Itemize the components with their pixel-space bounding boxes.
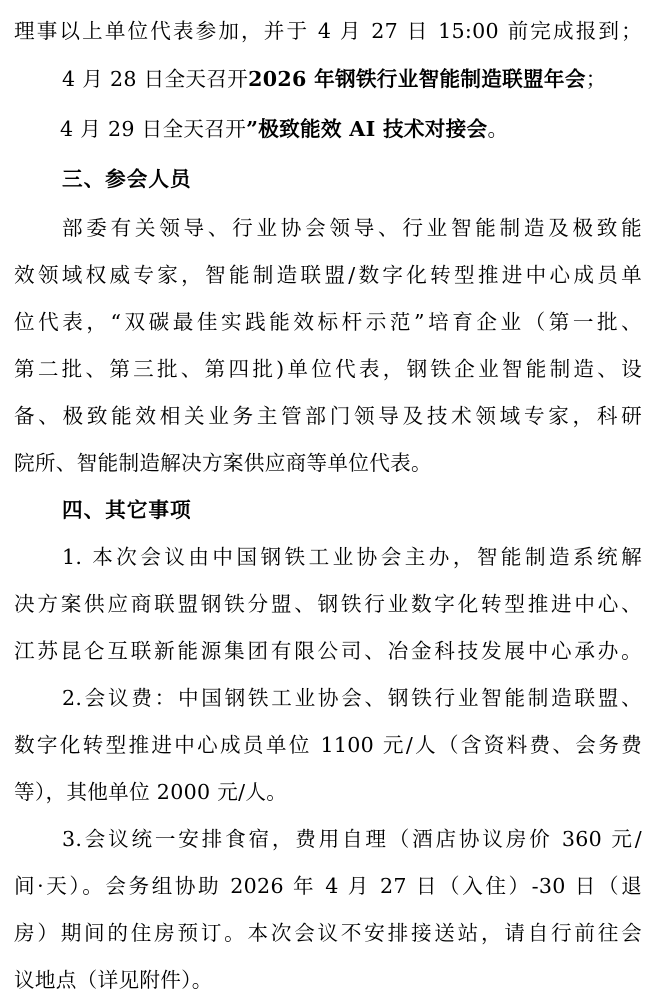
text-line-16: 数字化转型推进中心成员单位 1100 元/人（含资料费、会务费 [14,733,642,757]
text-line-18: 3.会议统一安排食宿，费用自理（酒店协议房价 360 元/ [62,827,642,851]
text-line-12: 1. 本次会议由中国钢铁工业协会主办，智能制造系统解 [62,545,642,569]
line-punctuation: 。 [487,117,509,141]
line-punctuation: ； [585,67,607,91]
meeting-date-prefix: 4 月 29 日全天召开 [60,117,247,141]
ai-conference-title: ”极致能效 AI 技术对接会 [246,117,488,141]
section-heading-other-matters: 四、其它事项 [62,498,192,522]
text-line-15: 2.会议费：中国钢铁工业协会、钢铁行业智能制造联盟、 [62,686,642,710]
text-line-9: 备、极致能效相关业务主管部门领导及技术领域专家，科研 [14,404,642,428]
text-line-14: 江苏昆仑互联新能源集团有限公司、冶金科技发展中心承办。 [14,639,642,663]
text-line-1: 理事以上单位代表参加，并于 4 月 27 日 15:00 前完成报到； [14,19,642,43]
text-line-8: 第二批、第三批、第四批)单位代表，钢铁企业智能制造、设 [14,357,642,381]
section-heading-attendees: 三、参会人员 [62,167,192,191]
text-line-17: 等），其他单位 2000 元/人。 [14,780,288,804]
text-line-5: 部委有关领导、行业协会领导、行业智能制造及极致能 [62,216,642,240]
text-line-20: 房）期间的住房预订。本次会议不安排接送站，请自行前往会 [14,921,642,945]
text-line-10: 院所、智能制造解决方案供应商等单位代表。 [14,451,432,475]
text-line-6: 效领域权威专家，智能制造联盟/数字化转型推进中心成员单 [14,263,642,287]
text-line-7: 位代表，“双碳最佳实践能效标杆示范”培育企业（第一批、 [14,310,642,334]
text-line-19: 间·天）。会务组协助 2026 年 4 月 27 日（入住）-30 日（退 [14,874,642,898]
text-line-2 [62,63,642,95]
text-line-3 [60,113,642,145]
text-line-21: 议地点（详见附件）。 [14,968,213,992]
text-line-13: 决方案供应商联盟钢铁分盟、钢铁行业数字化转型推进中心、 [14,592,642,616]
meeting-date-prefix: 4 月 28 日全天召开 [62,67,249,91]
annual-meeting-title: 2026 年钢铁行业智能制造联盟年会 [248,67,586,91]
